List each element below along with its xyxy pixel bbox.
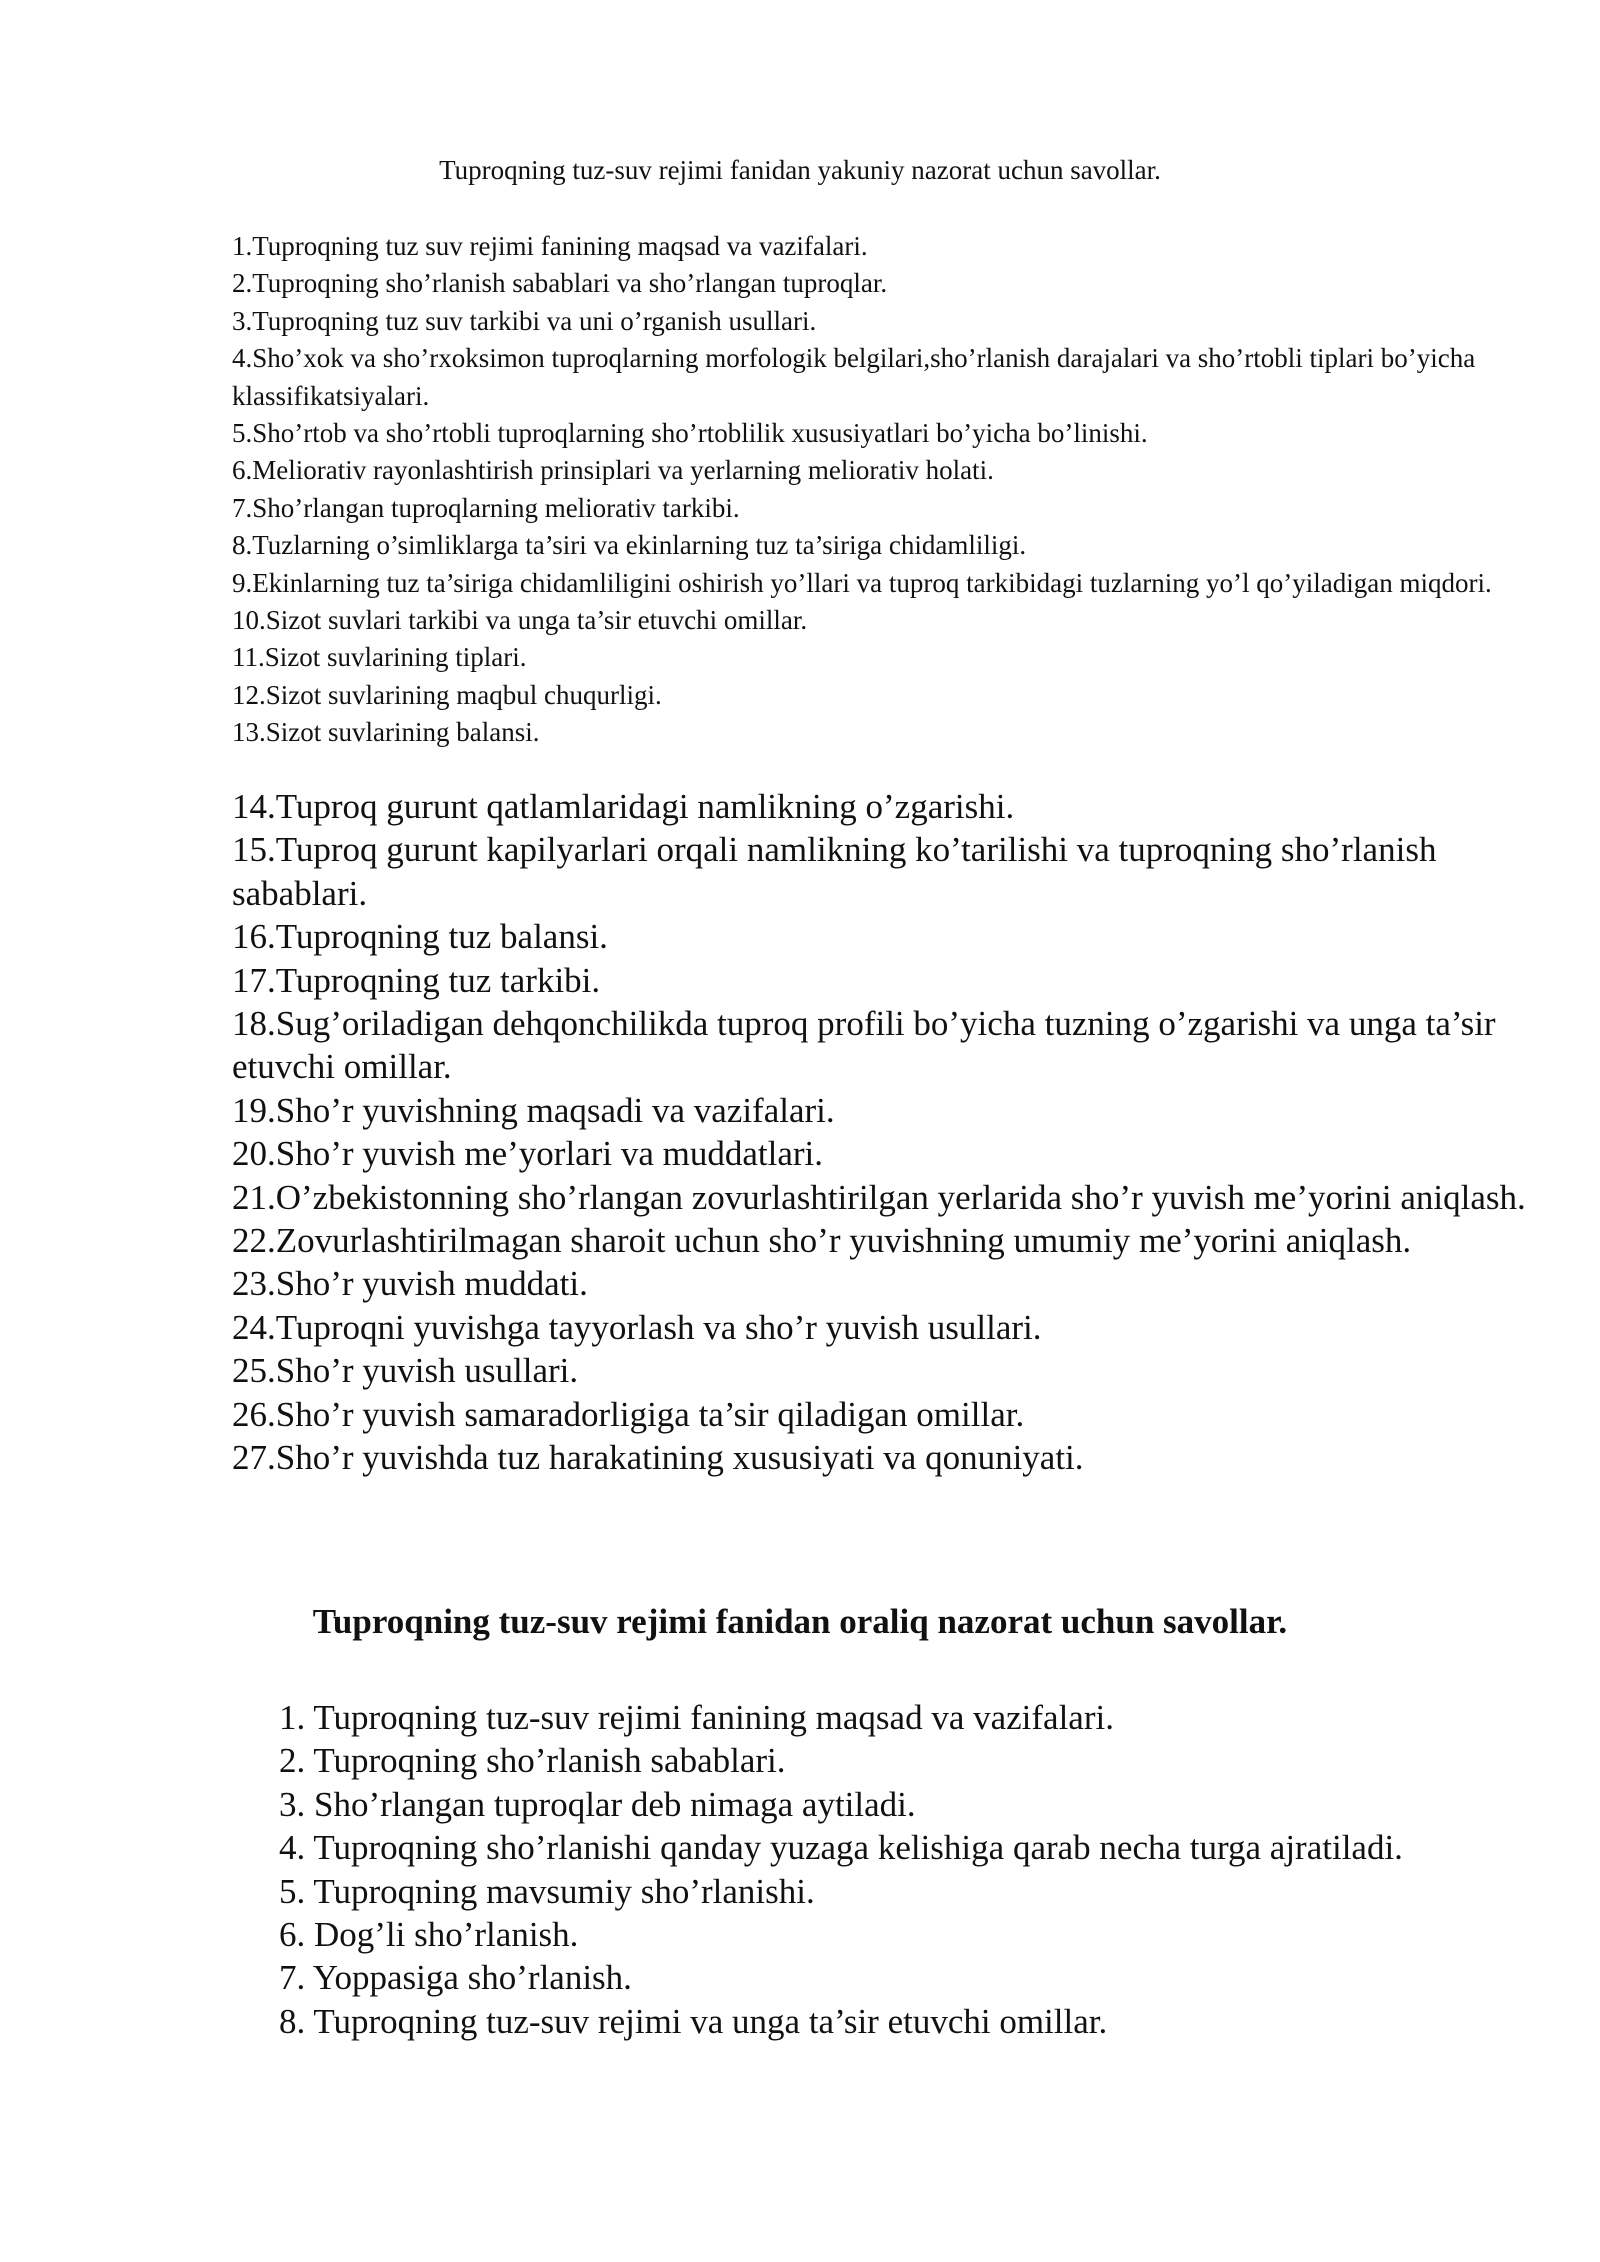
list-item: 21.O’zbekistonning sho’rlangan zovurlashtirilgan yerlarida sho’r yuvish me’yorini aniqlash.: [232, 1177, 1526, 1217]
list-item: 2.Tuproqning sho’rlanish sabablari va sho’rlangan tuproqlar.: [232, 268, 888, 299]
list-item: 23.Sho’r yuvish muddati.: [232, 1264, 588, 1304]
list-item: 20.Sho’r yuvish me’yorlari va muddatlari.: [232, 1134, 823, 1174]
list-item: 24.Tuproqni yuvishga tayyorlash va sho’r yuvish usullari.: [232, 1307, 1042, 1347]
final-exam-title: Tuproqning tuz-suv rejimi fanidan yakuniy nazorat uchun savollar.: [439, 155, 1161, 185]
list-item: 6.Meliorativ rayonlashtirish prinsiplari va yerlarning meliorativ holati.: [232, 455, 994, 486]
list-item: 4.Sho’xok va sho’rxoksimon tuproqlarning morfologik belgilari,sho’rlanish darajalari va sho’rtobli tiplari bo’yicha klassifikatsiyalari.: [232, 343, 1476, 411]
list-item: 7.Sho’rlangan tuproqlarning meliorativ tarkibi.: [232, 492, 740, 523]
list-item: 16.Tuproqning tuz balansi.: [232, 917, 608, 957]
list-item: 26.Sho’r yuvish samaradorligiga ta’sir qiladigan omillar.: [232, 1394, 1025, 1434]
list-item: 8. Tuproqning tuz-suv rejimi va unga ta’sir etuvchi omillar.: [279, 2001, 1108, 2041]
list-item: 2. Tuproqning sho’rlanish sabablari.: [279, 1741, 786, 1781]
list-item: 18.Sug’oriladigan dehqonchilikda tuproq profili bo’yicha tuzning o’zgarishi va unga ta’sir etuvchi omillar.: [232, 1004, 1496, 1087]
midterm-questions-list: [279, 1696, 1479, 2043]
list-item: 5. Tuproqning mavsumiy sho’rlanishi.: [279, 1871, 815, 1911]
list-item: 22.Zovurlashtirilmagan sharoit uchun sho’r yuvishning umumiy me’yorini aniqlash.: [232, 1221, 1412, 1261]
list-item: 12.Sizot suvlarining maqbul chuqurligi.: [232, 679, 662, 710]
list-item: 15.Tuproq gurunt kapilyarlari orqali namlikning ko’tarilishi va tuproqning sho’rlanish sabablari.: [232, 830, 1437, 913]
list-item: 6. Dog’li sho’rlanish.: [279, 1915, 579, 1955]
list-item: 1. Tuproqning tuz-suv rejimi fanining maqsad va vazifalari.: [279, 1698, 1114, 1737]
midterm-exam-title: Tuproqning tuz-suv rejimi fanidan oraliq nazorat uchun savollar.: [312, 1602, 1288, 1641]
list-item: 9.Ekinlarning tuz ta’siriga chidamliligini oshirish yo’llari va tuproq tarkibidagi tuzlarning yo’l qo’yiladigan miqdori.: [232, 567, 1492, 598]
list-item: 10.Sizot suvlari tarkibi va unga ta’sir etuvchi omillar.: [232, 605, 808, 636]
list-item: 13.Sizot suvlarining balansi.: [232, 717, 540, 748]
list-item: 17.Tuproqning tuz tarkibi.: [232, 960, 601, 1000]
list-item: 1.Tuproqning tuz suv rejimi fanining maqsad va vazifalari.: [232, 231, 868, 261]
list-item: 5.Sho’rtob va sho’rtobli tuproqlarning sho’rtoblilik xususiyatlari bo’yicha bo’linishi.: [232, 418, 1148, 449]
list-item: 3.Tuproqning tuz suv tarkibi va uni o’rganish usullari.: [232, 305, 817, 336]
final-questions-list-small: [232, 228, 1492, 752]
list-item: 8.Tuzlarning o’simliklarga ta’siri va ekinlarning tuz ta’siriga chidamliligi.: [232, 530, 1027, 561]
list-item: 3. Sho’rlangan tuproqlar deb nimaga aytiladi.: [279, 1784, 916, 1824]
list-item: 27.Sho’r yuvishda tuz harakatining xususiyati va qonuniyati.: [232, 1438, 1084, 1478]
list-item: 7. Yoppasiga sho’rlanish.: [279, 1958, 632, 1998]
list-item: 25.Sho’r yuvish usullari.: [232, 1351, 579, 1391]
list-item: 19.Sho’r yuvishning maqsadi va vazifalari.: [232, 1090, 835, 1130]
list-item: 11.Sizot suvlarining tiplari.: [232, 642, 527, 673]
list-item: 14.Tuproq gurunt qatlamlaridagi namlikning o’zgarishi.: [232, 787, 1015, 826]
final-questions-list-large: [232, 785, 1532, 1480]
list-item: 4. Tuproqning sho’rlanishi qanday yuzaga kelishiga qarab necha turga ajratiladi.: [279, 1828, 1403, 1868]
